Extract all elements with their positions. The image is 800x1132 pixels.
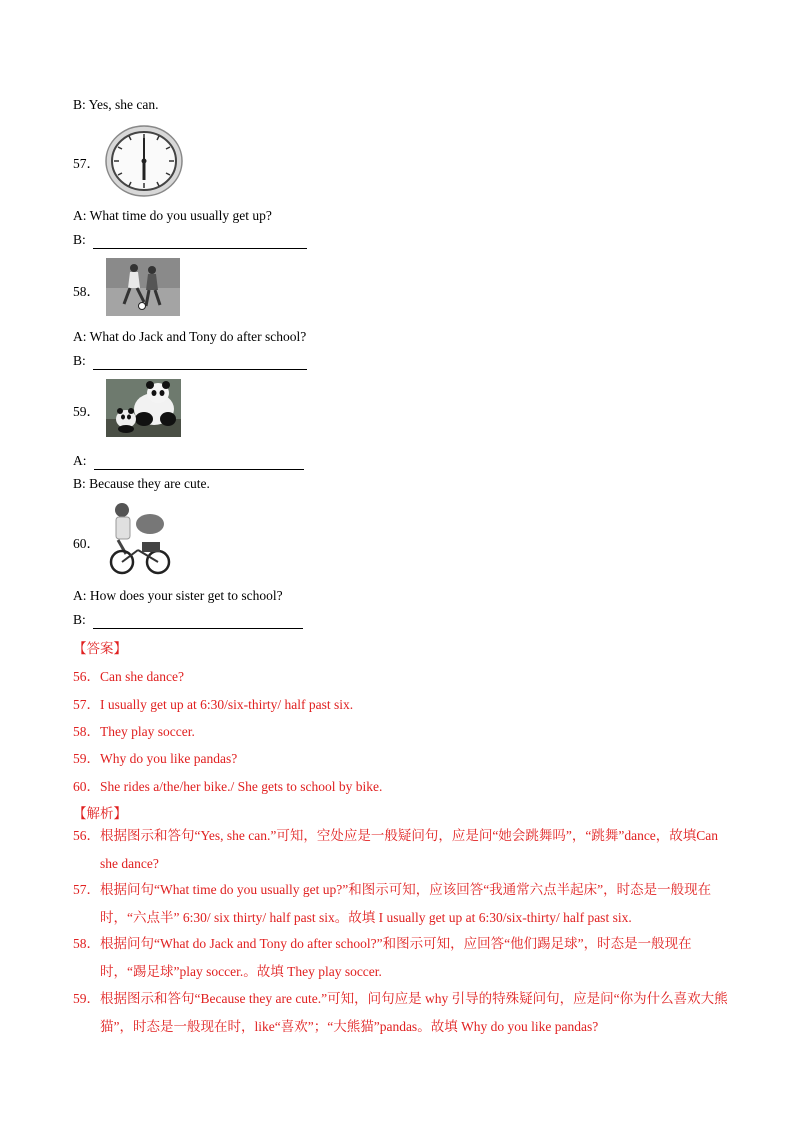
analysis-56-number: 56． bbox=[73, 828, 100, 843]
q58-b-label: B: bbox=[73, 353, 86, 368]
analysis-57-number: 57． bbox=[73, 882, 100, 897]
analysis-58-text: 根据问句“What do Jack and Tony do after school?”和图示可知，应回答“他们踢足球”，时态是一般现在时，“踢足球”play soccer.。故填 They play soccer. bbox=[100, 936, 692, 979]
q57-b-label: B: bbox=[73, 232, 86, 247]
q56-reply: B: Yes, she can. bbox=[73, 97, 159, 112]
q60-b-label: B: bbox=[73, 612, 86, 627]
analysis-59-text: 根据图示和答句“Because they are cute.”可知，问句应是 why 引导的特殊疑问句，应是问“你为什么喜欢大熊猫”，时态是一般现在时，like“喜欢”；“大熊猫”pandas。故填 Why do you like pandas? bbox=[100, 991, 728, 1034]
analysis-57 bbox=[73, 876, 733, 932]
q58-blank[interactable] bbox=[93, 353, 307, 370]
analysis-58 bbox=[73, 930, 733, 986]
analysis-58-number: 58． bbox=[73, 936, 100, 951]
q60-answer-row bbox=[73, 612, 303, 629]
answer-header: 【答案】 bbox=[73, 641, 127, 656]
q60-number: 60． bbox=[73, 536, 100, 551]
analysis-57-text: 根据问句“What time do you usually get up?”和图示可知，应该回答“我通常六点半起床”，时态是一般现在时，“六点半” 6:30/ six thirty/ half past six。故填 I usually get up at 6:30/six-thirty/ half past six. bbox=[100, 882, 712, 925]
q59-number: 59． bbox=[73, 404, 100, 419]
q60-blank[interactable] bbox=[93, 612, 303, 629]
panda-image bbox=[106, 379, 181, 437]
answer-57: 57．I usually get up at 6:30/six-thirty/ half past six. bbox=[73, 697, 354, 712]
q57-number: 57． bbox=[73, 156, 100, 171]
analysis-59 bbox=[73, 985, 733, 1041]
q57-answer-row bbox=[73, 232, 307, 249]
analysis-56-text: 根据图示和答句“Yes, she can.”可知，空处应是一般疑问句，应是问“她会跳舞吗”，“跳舞”dance，故填Can she dance? bbox=[100, 828, 719, 871]
q58-question: A: What do Jack and Tony do after school? bbox=[73, 329, 307, 344]
soccer-image bbox=[106, 258, 180, 316]
analysis-header: 【解析】 bbox=[73, 806, 127, 821]
q59-answer-row bbox=[73, 453, 304, 470]
answer-59: 59．Why do you like pandas? bbox=[73, 751, 238, 766]
q58-number: 58． bbox=[73, 284, 100, 299]
answer-56: 56．Can she dance? bbox=[73, 669, 184, 684]
q57-question: A: What time do you usually get up? bbox=[73, 208, 272, 223]
q60-question: A: How does your sister get to school? bbox=[73, 588, 283, 603]
q59-blank[interactable] bbox=[94, 453, 304, 470]
analysis-56 bbox=[73, 822, 733, 878]
bike-girl-image bbox=[104, 500, 176, 576]
q57-blank[interactable] bbox=[93, 232, 307, 249]
q59-reply: B: Because they are cute. bbox=[73, 476, 210, 491]
clock-image bbox=[104, 124, 184, 198]
answer-58: 58．They play soccer. bbox=[73, 724, 195, 739]
answer-60: 60．She rides a/the/her bike./ She gets to school by bike. bbox=[73, 779, 383, 794]
q59-a-label: A: bbox=[73, 453, 87, 468]
analysis-59-number: 59． bbox=[73, 991, 100, 1006]
q58-answer-row bbox=[73, 353, 307, 370]
